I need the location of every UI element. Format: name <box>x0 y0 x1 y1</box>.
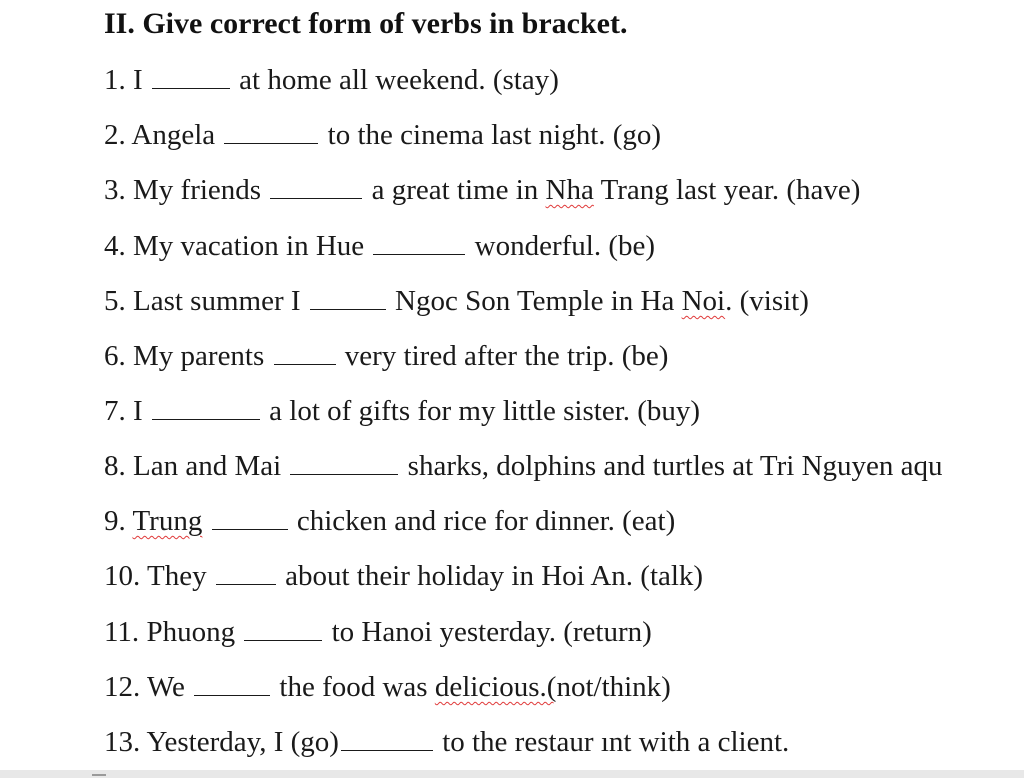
item-text-before: My parents <box>133 340 265 372</box>
item-text-after: to the cinema last night. (go) <box>327 119 662 151</box>
exercise-item-10 <box>104 556 703 596</box>
answer-blank[interactable] <box>212 507 288 530</box>
exercise-item-3 <box>104 170 860 210</box>
exercise-item-7 <box>104 391 700 431</box>
item-text-before: Last summer I <box>133 285 301 317</box>
answer-blank[interactable] <box>373 232 465 255</box>
exercise-item-11 <box>104 612 652 652</box>
item-number: 3. <box>104 174 126 206</box>
item-text-after: a lot of gifts for my little sister. (buy) <box>269 395 701 427</box>
item-text-before: I <box>133 395 143 427</box>
item-text-before: My vacation in Hue <box>133 230 365 262</box>
item-text-after: the food was <box>279 671 428 703</box>
answer-blank[interactable] <box>270 176 362 199</box>
item-text-after: wonderful. (be) <box>474 230 656 262</box>
item-text-after: Ngoc Son Temple in Ha <box>395 285 675 317</box>
item-text-before: Trung <box>132 505 203 537</box>
item-text-after: chicken and rice for dinner. (eat) <box>296 505 676 537</box>
item-text-after: to Hanoi yesterday. (return) <box>331 616 652 648</box>
item-number: 9. <box>104 505 126 537</box>
answer-blank[interactable] <box>152 397 260 420</box>
answer-blank[interactable] <box>216 562 276 585</box>
item-text-after: not/think) <box>556 671 671 703</box>
item-text-after: to the restaur ınt with a client. <box>442 726 790 758</box>
item-number: 7. <box>104 395 126 427</box>
exercise-item-5 <box>104 281 809 321</box>
exercise-item-4 <box>104 226 655 266</box>
item-text-after: a great time in <box>371 174 539 206</box>
item-text-after: . (visit) <box>725 285 809 317</box>
item-text-after: sharks, dolphins and turtles at Tri Nguyen aqu <box>407 450 943 482</box>
item-number: 11. <box>104 616 140 648</box>
answer-blank[interactable] <box>341 728 433 751</box>
item-text-before: Yesterday, I (go) <box>146 726 339 758</box>
item-text-before: My friends <box>133 174 262 206</box>
item-text-after: about their holiday in Hoi An. (talk) <box>285 560 704 592</box>
answer-blank[interactable] <box>244 618 322 641</box>
answer-blank[interactable] <box>290 452 398 475</box>
exercise-item-12 <box>104 667 671 707</box>
exercise-item-8 <box>104 446 943 486</box>
answer-blank[interactable] <box>152 66 230 89</box>
item-number: 1. <box>104 64 126 96</box>
exercise-item-2 <box>104 115 661 155</box>
item-number: 5. <box>104 285 126 317</box>
item-number: 12. <box>104 671 141 703</box>
exercise-item-6 <box>104 336 668 376</box>
item-number: 2. <box>104 119 126 151</box>
exercise-item-13 <box>104 722 789 762</box>
item-number: 13. <box>104 726 141 758</box>
answer-blank[interactable] <box>194 673 270 696</box>
exercise-item-1 <box>104 60 559 100</box>
item-text-after: Trang last year. (have) <box>600 174 861 206</box>
spellcheck-word: Nha <box>545 174 594 206</box>
item-text-before: Lan and Mai <box>133 450 282 482</box>
item-text-before: I <box>133 64 143 96</box>
answer-blank[interactable] <box>224 121 318 144</box>
spellcheck-word: Noi <box>681 285 726 317</box>
item-text-after: at home all weekend. (stay) <box>239 64 559 96</box>
answer-blank[interactable] <box>310 287 386 310</box>
page-corner-mark <box>92 774 106 776</box>
item-text-before: They <box>146 560 207 592</box>
item-text-before: Angela <box>131 119 216 151</box>
item-number: 4. <box>104 230 126 262</box>
answer-blank[interactable] <box>274 342 336 365</box>
item-number: 8. <box>104 450 126 482</box>
item-text-before: Phuong <box>146 616 236 648</box>
page-bottom-edge <box>0 770 1024 778</box>
exercise-item-9 <box>104 501 675 541</box>
item-text-after: very tired after the trip. (be) <box>344 340 669 372</box>
exercise-title: II. Give correct form of verbs in bracket. <box>104 7 628 40</box>
item-text-before: We <box>146 671 185 703</box>
spellcheck-word: delicious.( <box>434 671 557 703</box>
item-number: 6. <box>104 340 126 372</box>
item-number: 10. <box>104 560 141 592</box>
